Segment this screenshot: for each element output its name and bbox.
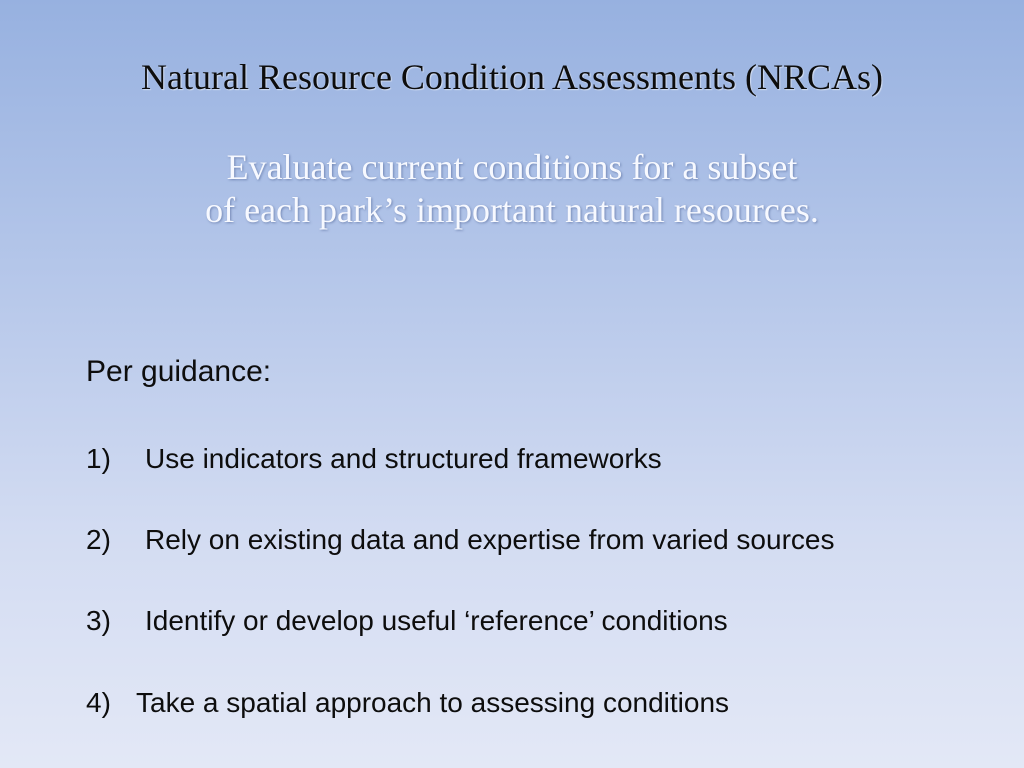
slide-subtitle: [0, 146, 1024, 232]
list-item: [86, 524, 834, 556]
list-item: [86, 443, 662, 475]
slide-title: Natural Resource Condition Assessments (NRCAs): [141, 57, 883, 97]
list-item: [86, 687, 729, 719]
list-item-number: 4): [86, 687, 111, 718]
list-item-text: Take a spatial approach to assessing conditions: [136, 687, 730, 718]
subtitle-line: Evaluate current conditions for a subset: [226, 147, 798, 187]
list-item-number: 2): [86, 524, 111, 555]
guidance-heading: Per guidance:: [86, 355, 272, 388]
list-item-text: Use indicators and structured frameworks: [145, 443, 662, 474]
list-item-number: 1): [86, 443, 111, 474]
list-item: [86, 605, 728, 637]
list-item-number: 3): [86, 605, 111, 636]
list-item-text: Identify or develop useful ‘reference’ conditions: [145, 605, 728, 636]
list-item-text: Rely on existing data and expertise from varied sources: [145, 524, 835, 555]
subtitle-line: of each park’s important natural resources.: [205, 190, 819, 230]
